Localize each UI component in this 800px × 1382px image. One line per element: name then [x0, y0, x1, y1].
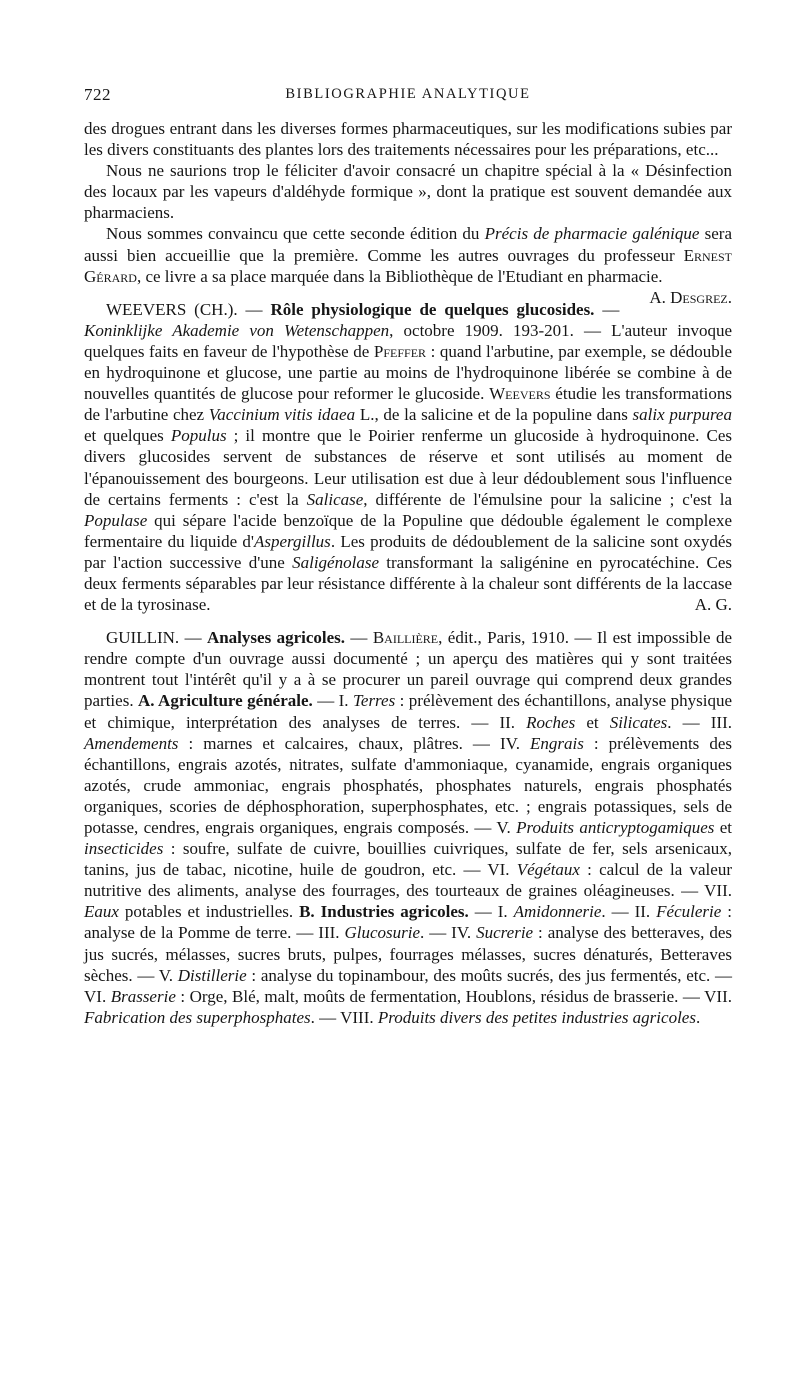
- reviewer-signature: A. G.: [694, 595, 732, 615]
- text-run: , différente de l'émulsine pour la salicine ; c'est la: [363, 489, 732, 509]
- text-run: . — VIII.: [310, 1007, 378, 1027]
- topic: Silicates: [609, 712, 668, 732]
- text-run: . — II.: [601, 902, 657, 922]
- text-run: étudie les transformations de l'arbutine chez: [84, 384, 733, 425]
- text-run: L., de la salicine et de la populine dans: [355, 405, 633, 425]
- topic: Eaux: [84, 902, 119, 922]
- section-heading: B. Industries agricoles.: [299, 902, 469, 922]
- text-run: —: [345, 628, 373, 648]
- text-run: —: [237, 299, 271, 319]
- text-run: : quand l'arbutine, par exemple, se dédouble en hydroquinone et glucose, une partie au moins de l'hydroquinone libérée se combine à de nouvelles quantités de glucose pour reformer le glucoside.: [84, 341, 732, 404]
- review-2-journal: Koninklijke Akademie von Wetenschappen: [84, 320, 390, 340]
- text-run: : analyse de la Pomme de terre. — III.: [84, 902, 732, 943]
- review-3-author: GUILLIN.: [106, 628, 180, 648]
- enzyme-name: Salicase: [306, 489, 364, 509]
- text-run: —: [594, 299, 620, 319]
- topic: Brasserie: [110, 986, 176, 1006]
- section-heading: A. Agriculture générale.: [138, 691, 313, 711]
- topic: Produits divers des petites industries agricoles: [377, 1007, 696, 1027]
- sig-initial: A.: [649, 287, 671, 307]
- review-2-title: Rôle physiologique de quelques glucosides.: [270, 299, 595, 319]
- review-3-title: Analyses agricoles.: [206, 628, 346, 648]
- species-name: salix purpurea: [632, 405, 732, 425]
- text-run: potables et industrielles.: [118, 902, 300, 922]
- running-head: [84, 84, 732, 110]
- text-run: et quelques: [84, 426, 171, 446]
- text-run: : prélèvements des échantillons, engrais azotés, nitrates, sulfate d'ammoniaque, cyanamide, engrais organiques azotés, crude ammoniac, engrais phosphatés, phosphates naturels, engrais phosphatés organiques, scories de déphosphoration, superphosphates, etc. ; engrais potassiques, sels de potasse, cendres, engrais organiques, engrais composés. — V.: [84, 733, 733, 837]
- review-2: [84, 299, 732, 615]
- topic: Roches: [526, 712, 576, 732]
- topic: Produits anticryptogamiques: [516, 818, 715, 837]
- text-run: : soufre, sulfate de cuivre, bouillies cuivriques, sulfate de fer, sels arsenicaux, tanins, jus de tabac, nicotine, huile de goudron, etc. — VI.: [84, 839, 732, 880]
- text-run: , octobre 1909. 193-201. — L'auteur invoque quelques faits en faveur de l'hypothèse de: [84, 320, 732, 361]
- text-run: : analyse du topinambour, des moûts sucrés, des jus fermentés, etc. — VI.: [84, 965, 733, 1006]
- publisher-name: Baillière: [372, 628, 439, 648]
- review-1-paragraph-1: des drogues entrant dans les diverses formes pharmaceutiques, sur les modifications subies par les divers constituants des plantes lors des traitements nécessaires pour les préparations, etc...: [84, 119, 732, 160]
- topic: Sucrerie: [476, 923, 534, 943]
- text-run: : prélèvement des échantillons, analyse physique et chimique, interprétation des analyses de terres. — II.: [84, 691, 732, 732]
- text-run: — I.: [312, 691, 353, 711]
- cited-name: Pfeffer: [373, 341, 427, 361]
- text-run: .: [695, 1007, 701, 1027]
- text-run: sera aussi bien accueillie que la première. Comme les autres ouvrages du professeur: [84, 224, 732, 265]
- text-run: , ce livre a sa place marquée dans la Bibliothèque de l'Etudiant en pharmacie.: [136, 266, 663, 286]
- running-title: BIBLIOGRAPHIE ANALYTIQUE: [285, 86, 531, 102]
- review-1: [84, 118, 732, 307]
- cited-name: Weevers: [489, 384, 551, 404]
- text-run: : calcul de la valeur nutritive des aliments, analyse des fourrages, des tourteaux de graines oléagineuses. — VII.: [84, 860, 732, 901]
- text-run: . — IV.: [420, 923, 477, 943]
- topic: Terres: [353, 691, 396, 711]
- topic: Fabrication des superphosphates: [84, 1007, 311, 1027]
- text-run: et: [714, 818, 732, 837]
- page: [84, 84, 732, 1028]
- topic: Amidonnerie: [513, 902, 602, 922]
- text-run: , édit., Paris, 1910. — Il est impossible de rendre compte d'un ouvrage aussi documenté ; un aperçu des matières qui y sont traitées montrent tout l'intérêt qu'il y a à se procurer un pareil ouvrage qui comprend deux grandes parties.: [84, 628, 732, 711]
- text-run: : analyse des betteraves, des jus sucrés, mélasses, sucres bruts, pulpes, fourrages mélasses, sucres dénaturés, Betteraves sèches. — V.: [84, 923, 733, 985]
- topic: insecticides: [84, 839, 164, 859]
- topic: Engrais: [530, 733, 584, 753]
- topic: Végétaux: [516, 860, 580, 880]
- topic: Féculerie: [656, 902, 722, 922]
- species-name: Vaccinium vitis idaea: [208, 405, 356, 425]
- text-run: —: [179, 628, 207, 648]
- text-run: . Les produits de dédoublement de la salicine sont oxydés par l'action successive d'une: [84, 531, 732, 572]
- enzyme-name: Populase: [84, 510, 148, 530]
- review-2-author: WEEVERS (CH.).: [106, 299, 238, 319]
- text-run: : marnes et calcaires, chaux, plâtres. — IV.: [178, 733, 531, 753]
- author-name: Ernest Gérard: [84, 245, 732, 286]
- review-1-paragraph-2: Nous ne saurions trop le féliciter d'avoir consacré un chapitre spécial à la « Désinfection des locaux par les vapeurs d'aldéhyde formique », dont la pratique est souvent demandée aux pharmaciens.: [84, 161, 732, 223]
- text-run: et: [575, 712, 610, 732]
- topic: Glucosurie: [344, 923, 421, 943]
- species-name: Aspergillus: [253, 531, 331, 551]
- text-run: transformant la saligénine en pyrocatéchine. Ces deux ferments séparables par leur résistance différente à la chaleur sont différents de la laccase et de la tyrosinase.: [84, 552, 732, 615]
- text-run: : Orge, Blé, malt, moûts de fermentation, Houblons, résidus de brasserie. — VII.: [175, 986, 732, 1006]
- page-number: 722: [84, 85, 111, 104]
- topic: Distillerie: [177, 965, 247, 985]
- review-3: [84, 627, 732, 1028]
- sig-name: Desgrez.: [670, 287, 732, 307]
- review-1-paragraph-3: [84, 223, 732, 307]
- text-run: qui sépare l'acide benzoïque de la Populine que dédouble également le complexe fermentaire du liquide d': [84, 510, 732, 551]
- book-title: Précis de pharmacie galénique: [484, 224, 700, 244]
- enzyme-name: Saligénolase: [292, 552, 379, 572]
- species-name: Populus: [170, 426, 227, 446]
- text-run: . — III.: [667, 712, 732, 732]
- reviewer-signature: [619, 287, 732, 308]
- topic: Amendements: [84, 733, 179, 753]
- text-run: — I.: [468, 902, 514, 922]
- text-run: ; il montre que le Poirier renferme un glucoside à hydroquinone. Ces divers glucosides servent de substances de réserve et sont utilisés au moment de l'épanouissement des bourgeons. Leur utilisation est due à leur dédoublement sous l'influence de certains ferments : c'est la: [84, 426, 732, 509]
- text-run: Nous sommes convaincu que cette seconde édition du: [106, 224, 485, 244]
